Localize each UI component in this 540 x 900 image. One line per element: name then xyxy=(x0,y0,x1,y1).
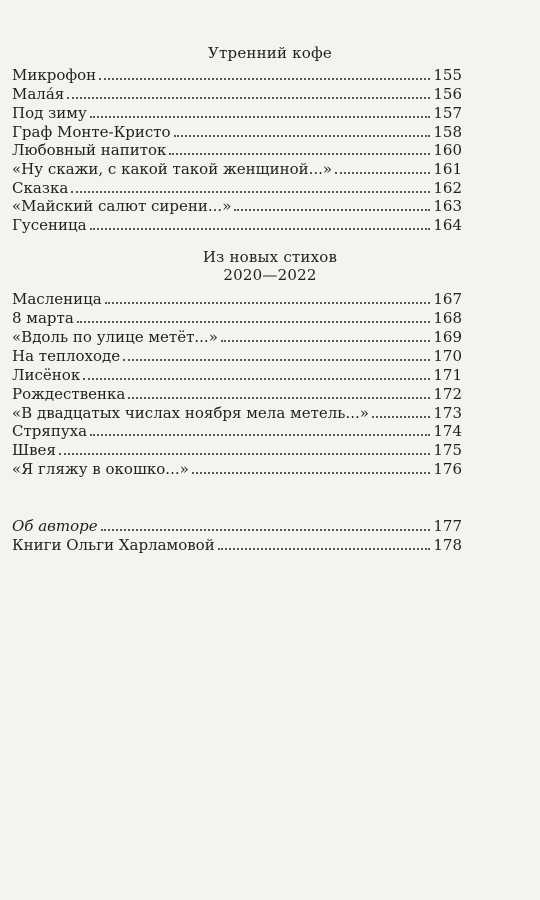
entry-title: «Я гляжу в окошко...» xyxy=(12,460,189,478)
entry-title: «Вдоль по улице метёт...» xyxy=(12,328,218,346)
toc-entry[interactable] xyxy=(12,290,462,308)
toc-entry[interactable] xyxy=(12,197,462,215)
entry-title: Книги Ольги Харламовой xyxy=(12,536,215,554)
leader-dots xyxy=(174,134,431,137)
entry-title: «В двадцатых числах ноября мела метель...» xyxy=(12,404,369,422)
toc-entry[interactable] xyxy=(12,366,462,384)
leader-dots xyxy=(221,339,430,342)
leader-dots xyxy=(67,96,430,99)
entry-page: 173 xyxy=(433,404,462,422)
toc-entry[interactable] xyxy=(12,179,462,197)
entry-page: 172 xyxy=(433,385,462,403)
entry-page: 171 xyxy=(433,366,462,384)
leader-dots xyxy=(169,152,430,155)
section-title: Из новых стихов xyxy=(202,248,338,266)
entry-page: 176 xyxy=(433,460,462,478)
entry-title: На теплоходе xyxy=(12,347,121,365)
entry-page: 170 xyxy=(433,347,462,365)
entry-page: 175 xyxy=(433,441,462,459)
entry-page: 178 xyxy=(433,536,462,554)
leader-dots xyxy=(218,547,431,550)
leader-dots xyxy=(372,415,430,418)
leader-dots xyxy=(90,433,430,436)
entry-title: Сказка xyxy=(12,179,69,197)
entry-title: 8 марта xyxy=(12,309,74,327)
entry-title: Рождественка xyxy=(12,385,126,403)
entry-page: 168 xyxy=(433,309,462,327)
entry-page: 158 xyxy=(433,123,462,141)
toc-entry[interactable] xyxy=(12,347,462,365)
leader-dots xyxy=(90,115,431,118)
entry-page: 167 xyxy=(433,290,462,308)
leader-dots xyxy=(335,171,430,174)
entry-page: 163 xyxy=(433,197,462,215)
section-subtitle: 2020—2022 xyxy=(223,266,317,284)
leader-dots xyxy=(83,377,430,380)
toc-entry[interactable] xyxy=(12,385,462,403)
section-title: Утренний кофе xyxy=(208,44,332,62)
toc-entry[interactable] xyxy=(12,66,462,84)
toc-entry[interactable] xyxy=(12,309,462,327)
toc-entry[interactable] xyxy=(12,160,462,178)
leader-dots xyxy=(192,471,431,474)
toc-entry[interactable] xyxy=(12,141,462,159)
leader-dots xyxy=(77,320,431,323)
entry-title: Граф Монте-Кристо xyxy=(12,123,171,141)
entry-title: Гусеница xyxy=(12,216,87,234)
toc-entry[interactable] xyxy=(12,422,462,440)
toc-entry[interactable] xyxy=(12,85,462,103)
toc-entry[interactable] xyxy=(12,328,462,346)
leader-dots xyxy=(101,528,431,531)
entry-title: Мала́я xyxy=(12,85,65,103)
leader-dots xyxy=(99,77,430,80)
toc-entry[interactable] xyxy=(12,104,462,122)
leader-dots xyxy=(105,301,431,304)
entry-title: Микрофон xyxy=(12,66,97,84)
toc-entry[interactable] xyxy=(12,441,462,459)
leader-dots xyxy=(234,208,430,211)
entry-page: 177 xyxy=(433,517,462,535)
toc-entry[interactable] xyxy=(12,216,462,234)
entry-title: Об авторе xyxy=(12,517,98,535)
toc-entry[interactable] xyxy=(12,404,462,422)
leader-dots xyxy=(123,358,430,361)
entry-page: 160 xyxy=(433,141,462,159)
toc-entry-author-books[interactable] xyxy=(12,536,462,554)
entry-title: «Майский салют сирени...» xyxy=(12,197,232,215)
toc-entry[interactable] xyxy=(12,123,462,141)
entry-title: Стряпуха xyxy=(12,422,88,440)
entry-title: Любовный напиток xyxy=(12,141,167,159)
toc-entry[interactable] xyxy=(12,460,462,478)
entry-page: 164 xyxy=(433,216,462,234)
entry-page: 157 xyxy=(433,104,462,122)
leader-dots xyxy=(59,452,430,455)
leader-dots xyxy=(128,396,430,399)
entry-page: 161 xyxy=(433,160,462,178)
leader-dots xyxy=(71,190,430,193)
entry-title: «Ну скажи, с какой такой женщиной...» xyxy=(12,160,333,178)
entry-page: 162 xyxy=(433,179,462,197)
toc-entry-about-author[interactable] xyxy=(12,517,462,535)
entry-title: Масленица xyxy=(12,290,102,308)
entry-title: Швея xyxy=(12,441,56,459)
entry-title: Лисёнок xyxy=(12,366,81,384)
entry-page: 156 xyxy=(433,85,462,103)
leader-dots xyxy=(90,227,431,230)
entry-page: 174 xyxy=(433,422,462,440)
entry-page: 155 xyxy=(433,66,462,84)
entry-page: 169 xyxy=(433,328,462,346)
entry-title: Под зиму xyxy=(12,104,87,122)
